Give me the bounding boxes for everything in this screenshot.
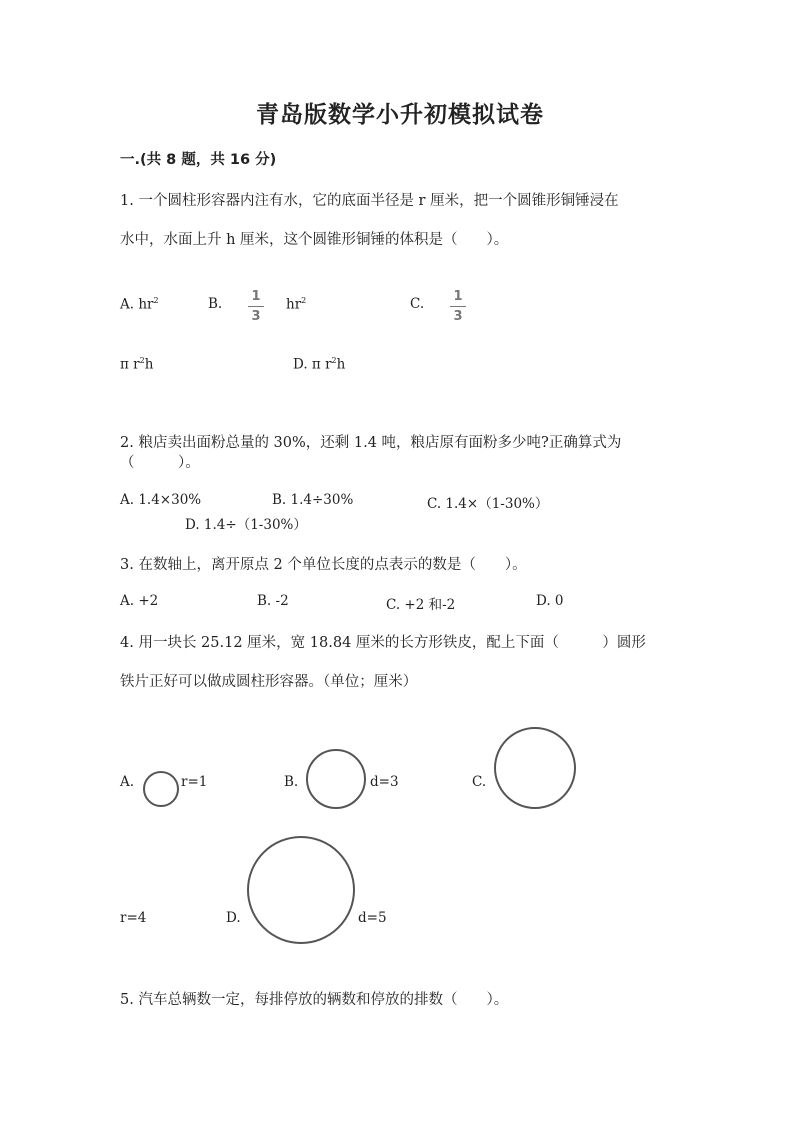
- question-2-option-b: B. 1.4÷30%: [272, 492, 354, 508]
- question-4-line-2: 铁片正好可以做成圆柱形容器。（单位；厘米）: [120, 674, 418, 690]
- fraction-denominator: 3: [251, 309, 261, 324]
- square-superscript: 2: [301, 296, 307, 305]
- option-c-tail: h: [144, 356, 154, 373]
- question-1-option-b-text: [286, 296, 306, 313]
- square-superscript: 2: [331, 356, 337, 365]
- fraction-denominator: 3: [453, 309, 463, 324]
- question-2-line-1: 2. 粮店卖出面粉总量的 30%，还剩 1.4 吨，粮店原有面粉多少吨?正确算式为: [120, 435, 622, 451]
- question-1-option-c-label: C.: [410, 296, 425, 312]
- option-b-text: hr: [286, 296, 302, 313]
- question-2-option-a: A. 1.4×30%: [120, 492, 202, 508]
- question-4-option-d-label: D.: [226, 910, 241, 926]
- question-1-option-b-label: B.: [208, 296, 223, 312]
- question-3-line-1: 3. 在数轴上，离开原点 2 个单位长度的点表示的数是（ ）。: [120, 557, 527, 573]
- question-4-option-c-label: C.: [472, 774, 487, 790]
- circle-b: [306, 749, 366, 809]
- question-1-option-c-text: [120, 356, 153, 373]
- circle-c: [494, 727, 576, 809]
- question-1-option-d: [293, 356, 345, 373]
- option-d-text: D. π r: [293, 356, 332, 373]
- question-2-option-d: D. 1.4÷（1-30%）: [185, 517, 307, 533]
- question-3-option-d: D. 0: [536, 593, 564, 609]
- page-title: 青岛版数学小升初模拟试卷: [256, 102, 544, 128]
- question-4-option-b-label: B.: [284, 774, 299, 790]
- option-a-text: A. hr: [120, 296, 154, 313]
- question-4-line-1: 4. 用一块长 25.12 厘米，宽 18.84 厘米的长方形铁皮，配上下面（ ）圆形: [120, 635, 646, 651]
- circle-d: [247, 836, 355, 944]
- option-c-text: π r: [120, 356, 140, 373]
- circle-a-label: r=1: [181, 774, 208, 790]
- question-5-line-1: 5. 汽车总辆数一定，每排停放的辆数和停放的排数（ ）。: [120, 992, 509, 1008]
- fraction-numerator: 1: [453, 289, 463, 304]
- question-3-option-a: A. +2: [120, 593, 159, 609]
- question-1-line-1: 1. 一个圆柱形容器内注有水，它的底面半径是 r 厘米，把一个圆锥形铜锤浸在: [120, 193, 619, 209]
- square-superscript: 2: [139, 356, 145, 365]
- question-3-option-b: B. -2: [257, 593, 289, 609]
- question-2-line-2: （ ）。: [120, 455, 200, 471]
- question-4-option-a-label: A.: [120, 774, 135, 790]
- fraction-one-third-b: [248, 289, 264, 324]
- square-superscript: 2: [153, 296, 159, 305]
- fraction-one-third-c: [450, 289, 466, 324]
- circle-b-label: d=3: [370, 774, 399, 790]
- circle-d-label: d=5: [358, 910, 387, 926]
- question-1-option-a: [120, 296, 159, 313]
- option-d-tail: h: [336, 356, 346, 373]
- question-3-option-c: C. +2 和-2: [386, 597, 456, 613]
- circle-a: [143, 771, 179, 807]
- circle-c-label: r=4: [120, 910, 147, 926]
- section-heading: 一.(共 8 题，共 16 分): [120, 152, 277, 168]
- fraction-numerator: 1: [251, 289, 261, 304]
- question-1-line-2: 水中，水面上升 h 厘米，这个圆锥形铜锤的体积是（ ）。: [120, 232, 509, 248]
- question-2-option-c: C. 1.4×（1-30%）: [427, 496, 549, 512]
